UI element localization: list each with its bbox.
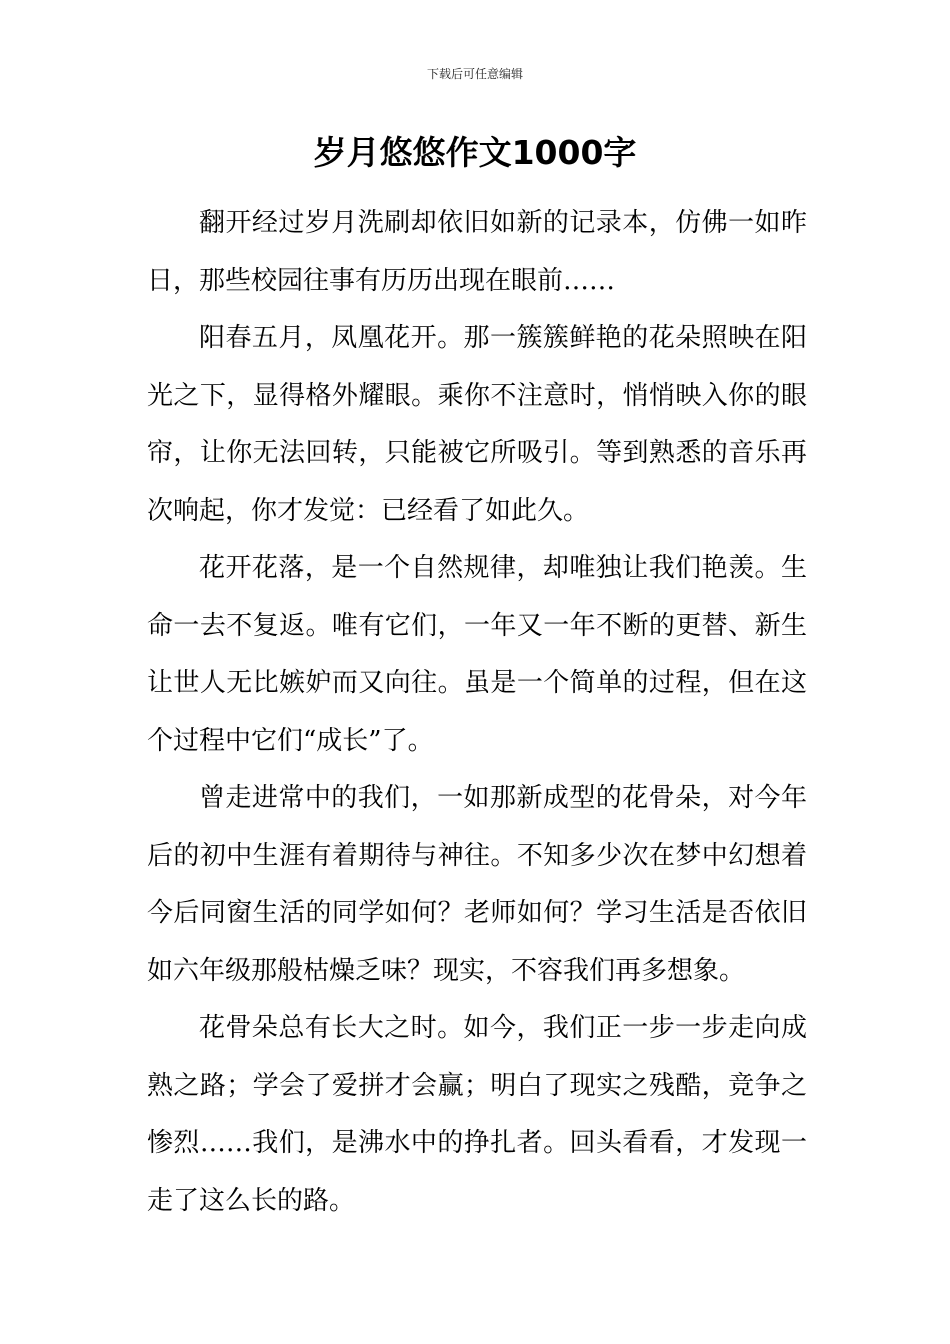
paragraph-4: 曾走进常中的我们，一如那新成型的花骨朵，对今年后的初中生涯有着期待与神往。不知多少次在梦中幻想着今后同窗生活的同学如何？老师如何？学习生活是否依旧如六年级那般枯燥乏味？现实，不容我们再多想象。 [147, 783, 807, 986]
paragraph-2: 阳春五月，凤凰花开。那一簇簇鲜艳的花朵照映在阳光之下，显得格外耀眼。乘你不注意时，悄悄映入你的眼帘，让你无法回转，只能被它所吸引。等到熟悉的音乐再次响起，你才发觉：已经看了如此久。 [147, 323, 807, 526]
paragraph-3: 花开花落，是一个自然规律，却唯独让我们艳羡。生命一去不复返。唯有它们，一年又一年不断的更替、新生让世人无比嫉妒而又向往。虽是一个简单的过程，但在这个过程中它们“成长”了。 [147, 553, 807, 756]
document-title: 岁月悠悠作文1000字 [313, 133, 637, 172]
paragraph-1: 翻开经过岁月洗刷却依旧如新的记录本，仿佛一如昨日，那些校园往事有历历出现在眼前…… [147, 208, 807, 296]
document-body [147, 195, 807, 1230]
header-note: 下载后可任意编辑 [426, 67, 523, 81]
paragraph-5: 花骨朵总有长大之时。如今，我们正一步一步走向成熟之路；学会了爱拼才会赢；明白了现实之残酷，竞争之惨烈……我们，是沸水中的挣扎者。回头看看，才发现一走了这么长的路。 [147, 1013, 807, 1216]
